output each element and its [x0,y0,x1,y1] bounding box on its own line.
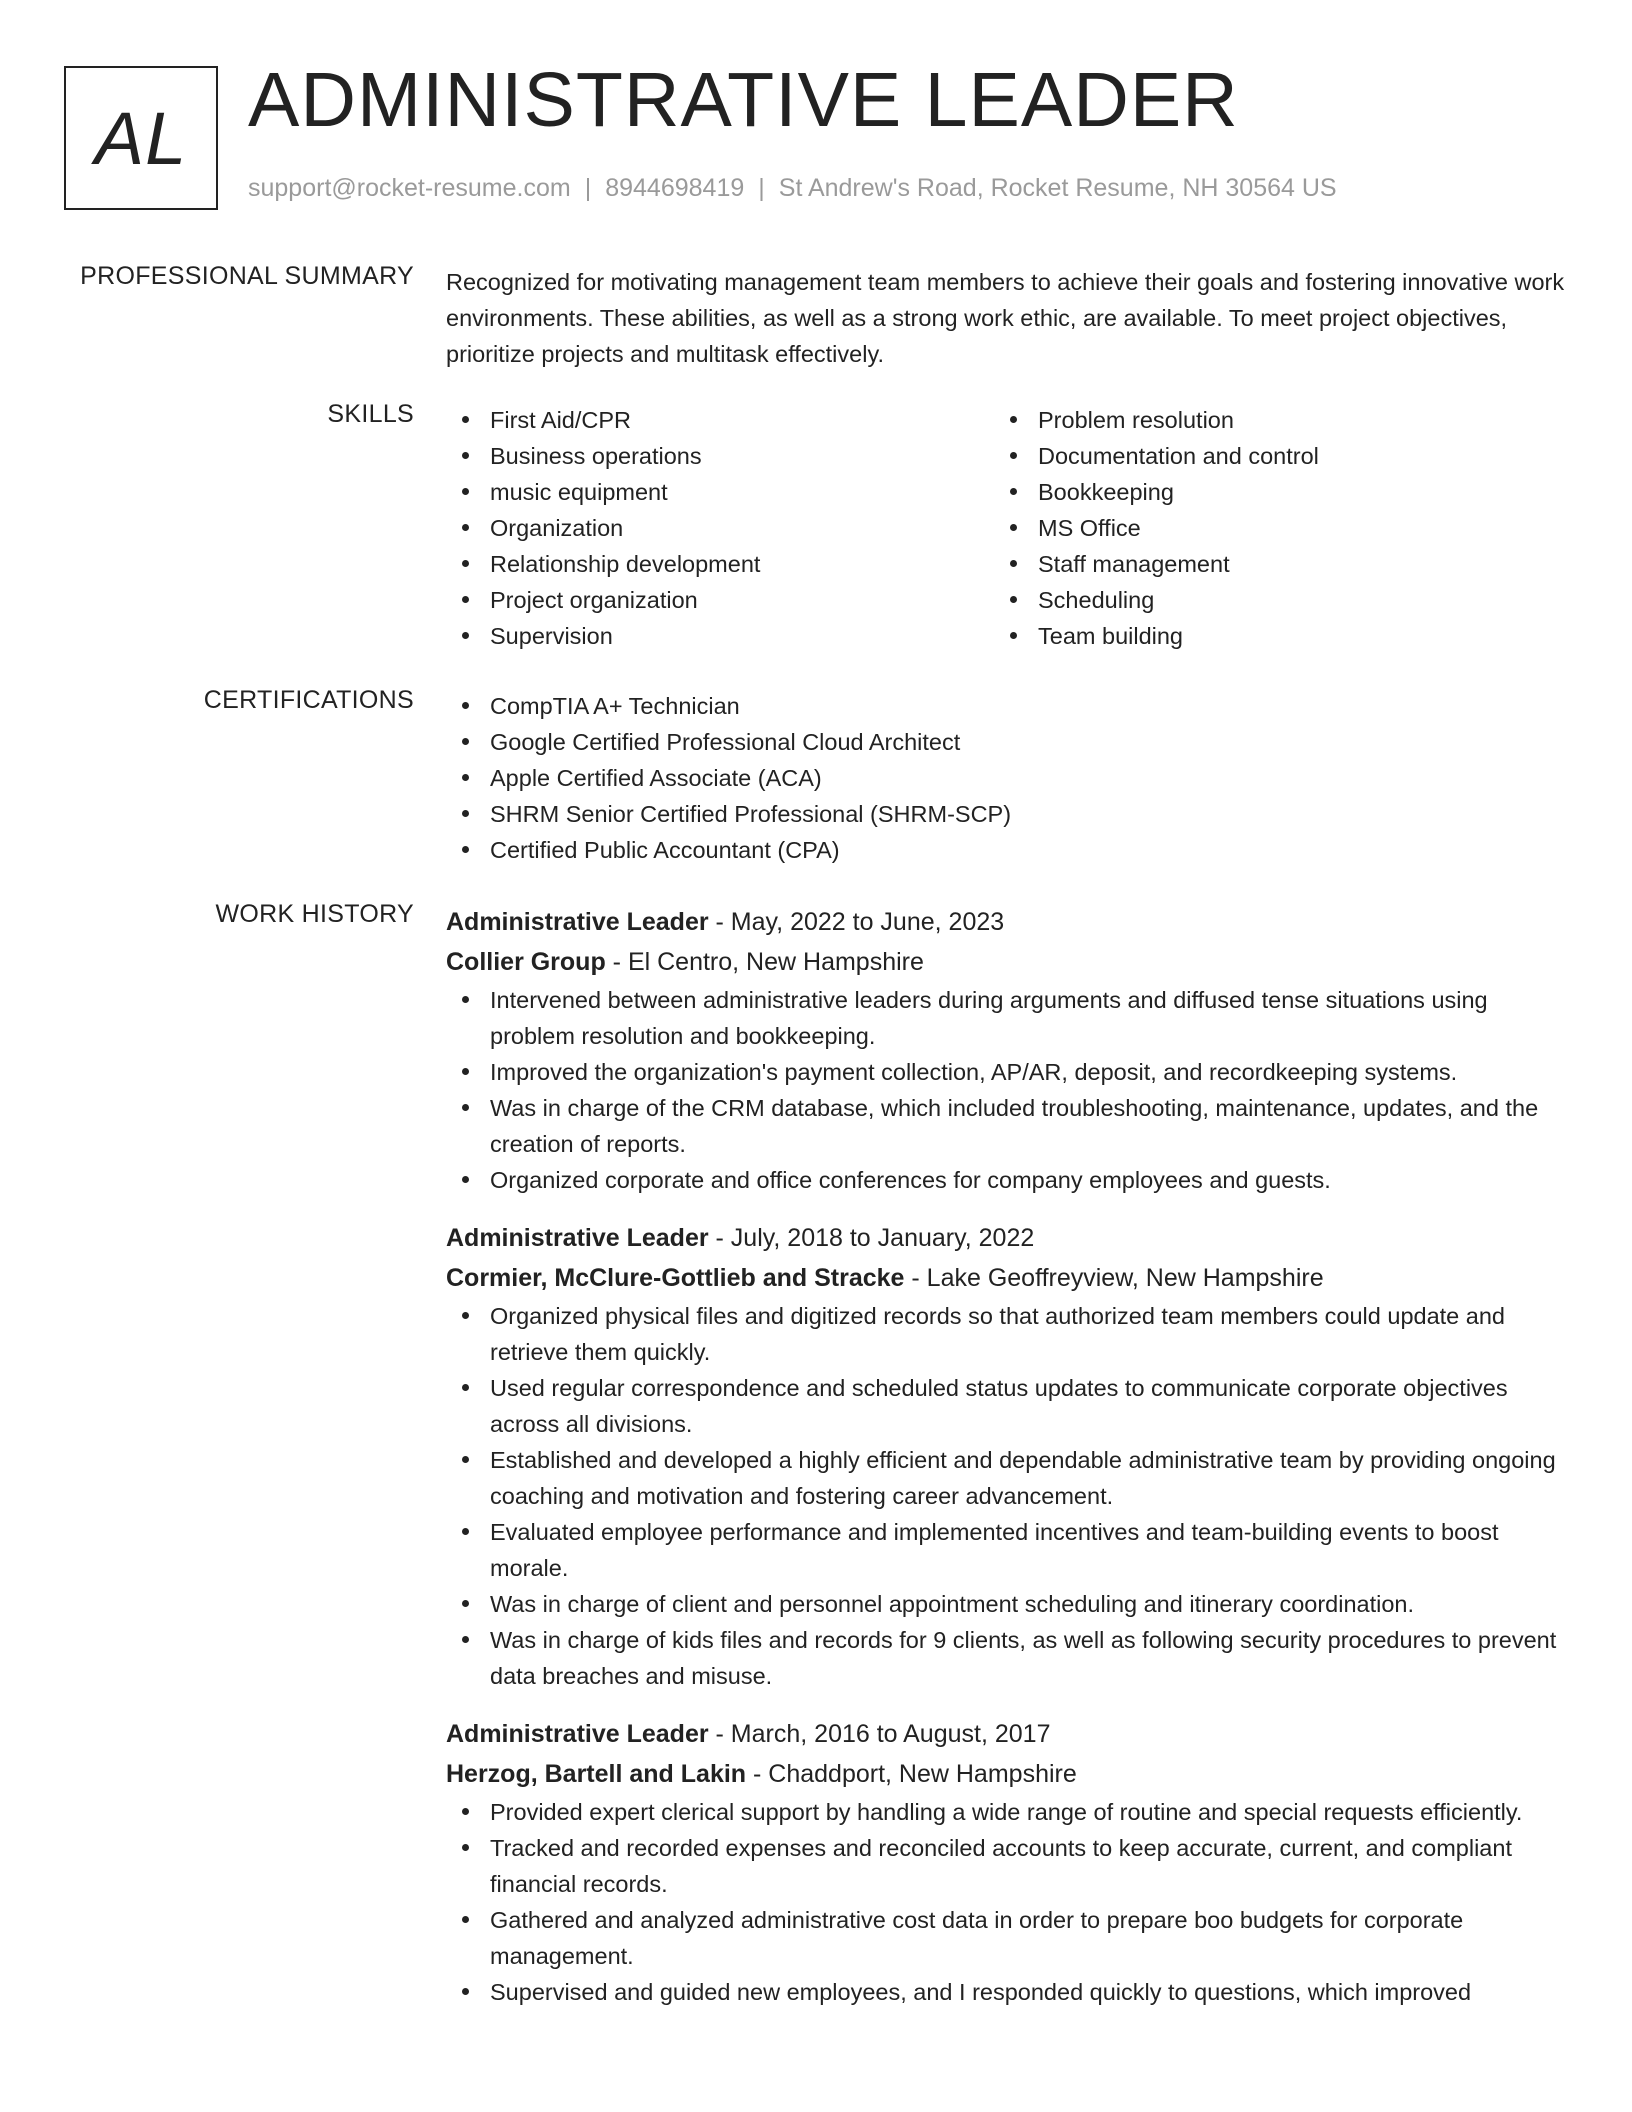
skill-item: First Aid/CPR [446,402,994,438]
job-bullet: Was in charge of kids files and records for 9 clients, as well as following security procedures to prevent data breaches and misuse. [446,1622,1566,1694]
skill-item: music equipment [446,474,994,510]
job-dates: - July, 2018 to January, 2022 [708,1224,1035,1252]
job-bullet: Supervised and guided new employees, and I responded quickly to questions, which improved [446,1974,1566,2010]
monogram-initials: AL [94,96,188,180]
contact-line [248,174,1337,203]
section-label-work-history: WORK HISTORY [215,900,414,928]
job-location: - El Centro, New Hampshire [605,948,924,976]
certification-item: Apple Certified Associate (ACA) [446,760,1566,796]
job-bullet: Established and developed a highly efficient and dependable administrative team by providing ongoing coaching and motivation and fostering career advancement. [446,1442,1566,1514]
job-location: - Lake Geoffreyview, New Hampshire [904,1264,1324,1292]
skill-item: MS Office [994,510,1542,546]
job-bullet-list [446,982,1566,1198]
skills-list-left [446,402,994,654]
skill-item: Team building [994,618,1542,654]
section-label-certifications: CERTIFICATIONS [203,686,414,714]
job-company-line [446,1754,1566,1794]
skill-item: Scheduling [994,582,1542,618]
job-entry [446,1714,1566,2010]
job-bullet: Improved the organization's payment collection, AP/AR, deposit, and recordkeeping systems. [446,1054,1566,1090]
job-company: Herzog, Bartell and Lakin [446,1760,747,1788]
job-bullet: Evaluated employee performance and implemented incentives and team-building events to boost morale. [446,1514,1566,1586]
job-entry [446,1218,1566,1694]
job-role: Administrative Leader [446,1720,709,1748]
contact-separator: | [584,174,592,202]
summary-body [446,264,1566,372]
skill-item: Project organization [446,582,994,618]
job-company: Collier Group [446,948,606,976]
job-location: - Chaddport, New Hampshire [746,1760,1077,1788]
job-bullet-list [446,1794,1566,2010]
skill-item: Supervision [446,618,994,654]
summary-text: Recognized for motivating management team members to achieve their goals and fostering innovative work environments. These abilities, as well as a strong work ethic, are available. To meet project objectives, prioritize projects and multitask effectively. [446,269,1565,367]
skill-item: Documentation and control [994,438,1542,474]
work-history-body [446,902,1566,2030]
job-bullet: Organized corporate and office conferences for company employees and guests. [446,1162,1566,1198]
job-role-line [446,1218,1566,1258]
job-dates: - March, 2016 to August, 2017 [708,1720,1051,1748]
skill-item: Staff management [994,546,1542,582]
job-role: Administrative Leader [446,1224,709,1252]
job-bullet: Used regular correspondence and scheduled status updates to communicate corporate objectives across all divisions. [446,1370,1566,1442]
certification-item: Certified Public Accountant (CPA) [446,832,1566,868]
skills-list-right [994,402,1542,654]
skill-item: Business operations [446,438,994,474]
job-bullet: Provided expert clerical support by handling a wide range of routine and special requests efficiently. [446,1794,1566,1830]
section-label-skills: SKILLS [327,400,414,428]
job-bullet-list [446,1298,1566,1694]
job-bullet: Organized physical files and digitized records so that authorized team members could update and retrieve them quickly. [446,1298,1566,1370]
job-role-line [446,1714,1566,1754]
certification-item: CompTIA A+ Technician [446,688,1566,724]
section-label-summary: PROFESSIONAL SUMMARY [80,262,414,290]
contact-address: St Andrew's Road, Rocket Resume, NH 30564 US [778,174,1337,202]
job-bullet: Intervened between administrative leaders during arguments and diffused tense situations using problem resolution and bookkeeping. [446,982,1566,1054]
certification-item: SHRM Senior Certified Professional (SHRM-SCP) [446,796,1566,832]
skill-item: Problem resolution [994,402,1542,438]
contact-email[interactable]: support@rocket-resume.com [248,174,571,202]
job-bullet: Gathered and analyzed administrative cost data in order to prepare boo budgets for corporate management. [446,1902,1566,1974]
job-entry [446,902,1566,1198]
monogram-box [64,66,218,210]
job-bullet: Was in charge of client and personnel appointment scheduling and itinerary coordination. [446,1586,1566,1622]
job-dates: - May, 2022 to June, 2023 [708,908,1005,936]
certification-item: Google Certified Professional Cloud Architect [446,724,1566,760]
certifications-body [446,688,1566,868]
job-company-line [446,942,1566,982]
contact-separator: | [758,174,765,202]
job-company-line [446,1258,1566,1298]
job-role: Administrative Leader [446,908,709,936]
page-title: ADMINISTRATIVE LEADER [248,57,1239,143]
certifications-list [446,688,1566,868]
job-company: Cormier, McClure-Gottlieb and Stracke [446,1264,905,1292]
job-role-line [446,902,1566,942]
skill-item: Bookkeeping [994,474,1542,510]
job-bullet: Was in charge of the CRM database, which included troubleshooting, maintenance, updates, and the creation of reports. [446,1090,1566,1162]
job-bullet: Tracked and recorded expenses and reconciled accounts to keep accurate, current, and compliant financial records. [446,1830,1566,1902]
skill-item: Relationship development [446,546,994,582]
contact-phone[interactable]: 8944698419 [605,174,745,202]
skill-item: Organization [446,510,994,546]
skills-columns [446,402,1566,654]
